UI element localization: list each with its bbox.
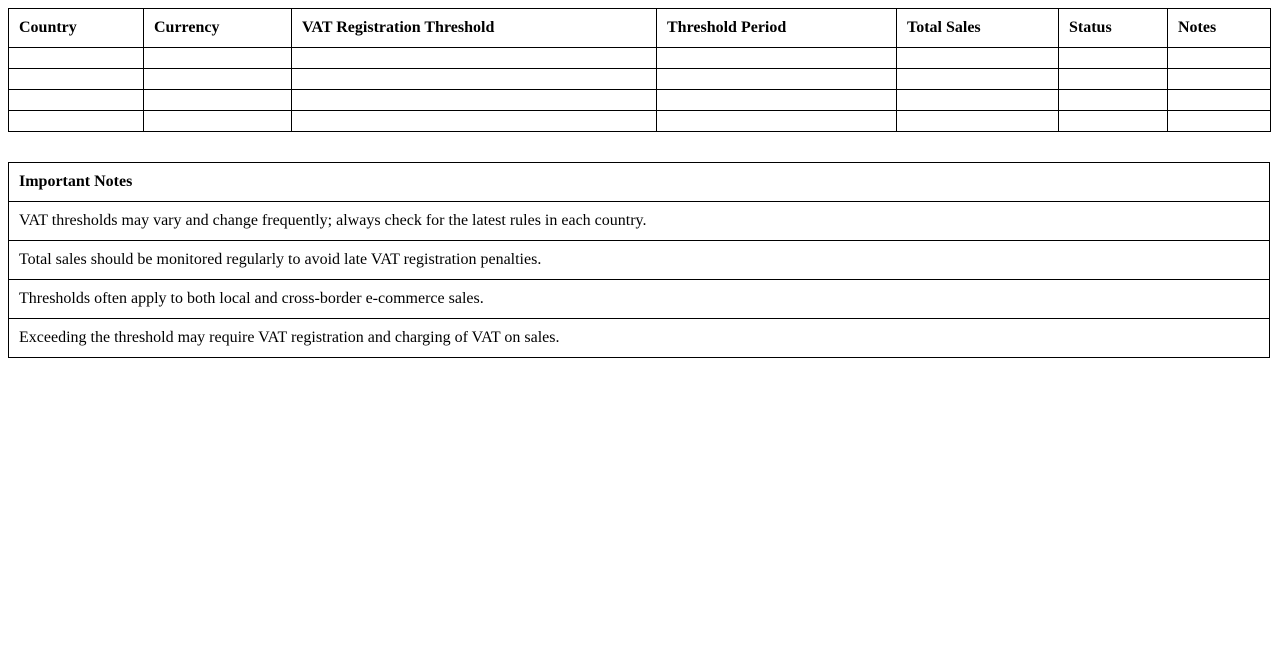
table-cell[interactable] (657, 111, 897, 132)
table-cell[interactable] (292, 48, 657, 69)
table-cell[interactable] (9, 48, 144, 69)
column-header-country: Country (9, 9, 144, 48)
table-cell[interactable] (897, 48, 1059, 69)
note-item: VAT thresholds may vary and change frequently; always check for the latest rules in each country. (9, 202, 1270, 241)
table-cell[interactable] (292, 69, 657, 90)
table-cell[interactable] (657, 90, 897, 111)
table-cell[interactable] (657, 69, 897, 90)
table-row (9, 90, 1271, 111)
notes-heading: Important Notes (9, 163, 1270, 202)
table-cell[interactable] (657, 48, 897, 69)
note-item: Total sales should be monitored regularly to avoid late VAT registration penalties. (9, 241, 1270, 280)
table-cell[interactable] (897, 90, 1059, 111)
note-item: Exceeding the threshold may require VAT registration and charging of VAT on sales. (9, 319, 1270, 358)
vat-threshold-table (8, 8, 1271, 132)
table-cell[interactable] (292, 111, 657, 132)
column-header-notes: Notes (1168, 9, 1271, 48)
table-cell[interactable] (1168, 69, 1271, 90)
table-cell[interactable] (9, 90, 144, 111)
column-header-total-sales: Total Sales (897, 9, 1059, 48)
note-row (9, 202, 1270, 241)
table-cell[interactable] (1059, 90, 1168, 111)
table-row (9, 69, 1271, 90)
table-cell[interactable] (1059, 69, 1168, 90)
table-cell[interactable] (144, 69, 292, 90)
table-cell[interactable] (1168, 111, 1271, 132)
table-cell[interactable] (9, 111, 144, 132)
column-header-status: Status (1059, 9, 1168, 48)
table-cell[interactable] (1168, 48, 1271, 69)
important-notes-table (8, 162, 1270, 358)
table-cell[interactable] (144, 111, 292, 132)
page-content (8, 8, 1270, 358)
note-row (9, 319, 1270, 358)
note-row (9, 241, 1270, 280)
table-cell[interactable] (1059, 111, 1168, 132)
table-row (9, 48, 1271, 69)
table-cell[interactable] (1168, 90, 1271, 111)
table-cell[interactable] (897, 69, 1059, 90)
note-row (9, 280, 1270, 319)
table-cell[interactable] (292, 90, 657, 111)
table-row (9, 111, 1271, 132)
table-cell[interactable] (9, 69, 144, 90)
column-header-threshold-period: Threshold Period (657, 9, 897, 48)
note-item: Thresholds often apply to both local and cross-border e-commerce sales. (9, 280, 1270, 319)
table-header-row (9, 9, 1271, 48)
table-cell[interactable] (1059, 48, 1168, 69)
notes-header-row (9, 163, 1270, 202)
table-cell[interactable] (144, 48, 292, 69)
table-cell[interactable] (897, 111, 1059, 132)
column-header-vat-threshold: VAT Registration Threshold (292, 9, 657, 48)
table-cell[interactable] (144, 90, 292, 111)
column-header-currency: Currency (144, 9, 292, 48)
